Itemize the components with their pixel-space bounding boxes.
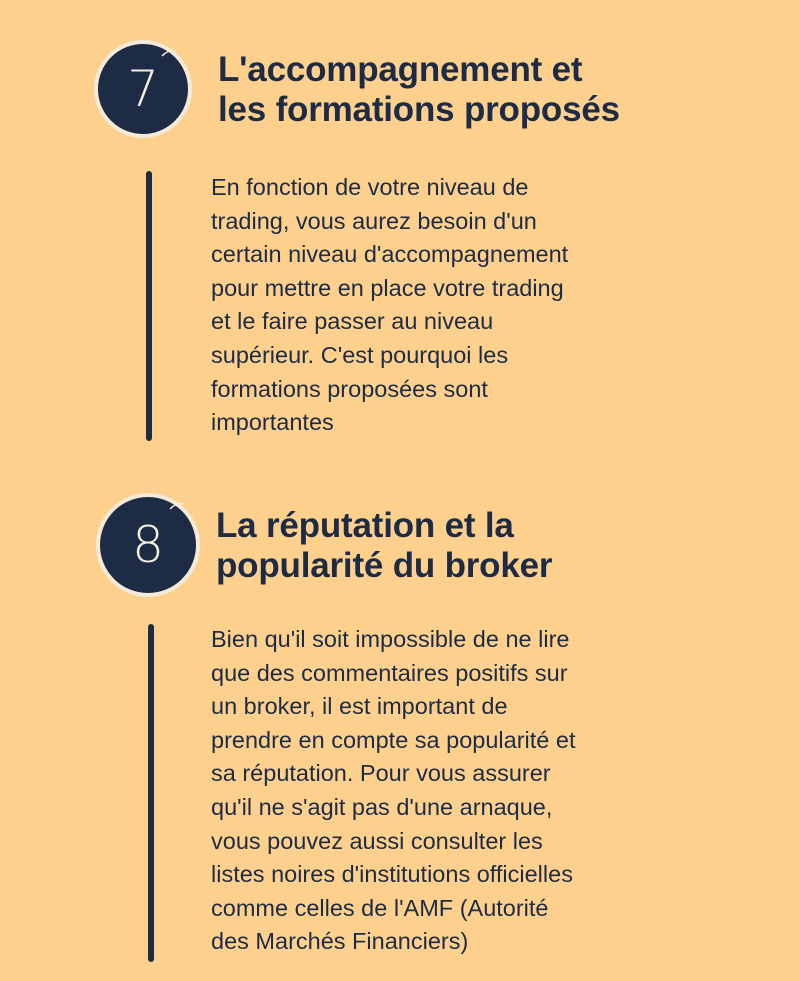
body-line: trading, vous aurez besoin d'un (211, 207, 537, 234)
title-line: La réputation et la (216, 506, 514, 545)
section-title-support-training (218, 50, 620, 130)
section-divider-line (148, 624, 154, 962)
body-line: vous pouvez aussi consulter les (211, 827, 543, 854)
section-divider-line (146, 171, 152, 441)
badge-highlight-icon (160, 48, 178, 58)
body-line: que des commentaires positifs sur (211, 659, 568, 686)
body-line: prendre en compte sa popularité et (211, 726, 576, 753)
body-line: supérieur. C'est pourquoi les (211, 341, 509, 368)
body-line: qu'il ne s'agit pas d'une arnaque, (211, 793, 553, 820)
body-line: formations proposées sont (211, 375, 488, 402)
step-number: 7 (127, 60, 159, 118)
title-line: L'accompagnement et (218, 50, 583, 89)
body-line: sa réputation. Pour vous assurer (211, 760, 551, 787)
body-line: certain niveau d'accompagnement (211, 241, 569, 268)
title-line: les formations proposés (218, 90, 620, 129)
body-line: importantes (211, 409, 334, 436)
body-line: pour mettre en place votre trading (211, 274, 564, 301)
body-line: et le faire passer au niveau (211, 308, 494, 335)
step-number-badge-7 (94, 40, 192, 138)
body-line: Bien qu'il soit impossible de ne lire (211, 626, 570, 652)
title-line: popularité du broker (216, 546, 553, 585)
body-line: des Marchés Financiers) (211, 928, 469, 955)
section-body-support-training (211, 171, 568, 440)
body-line: comme celles de l'AMF (Autorité (211, 894, 549, 921)
step-number: 8 (132, 516, 164, 574)
step-number-badge-8 (96, 493, 200, 597)
body-line: listes noires d'institutions officielles (211, 861, 573, 888)
section-body-reputation (211, 623, 575, 959)
section-title-reputation (216, 506, 552, 586)
body-line: un broker, il est important de (211, 693, 508, 720)
body-line: En fonction de votre niveau de (211, 174, 529, 200)
badge-highlight-icon (168, 501, 186, 511)
